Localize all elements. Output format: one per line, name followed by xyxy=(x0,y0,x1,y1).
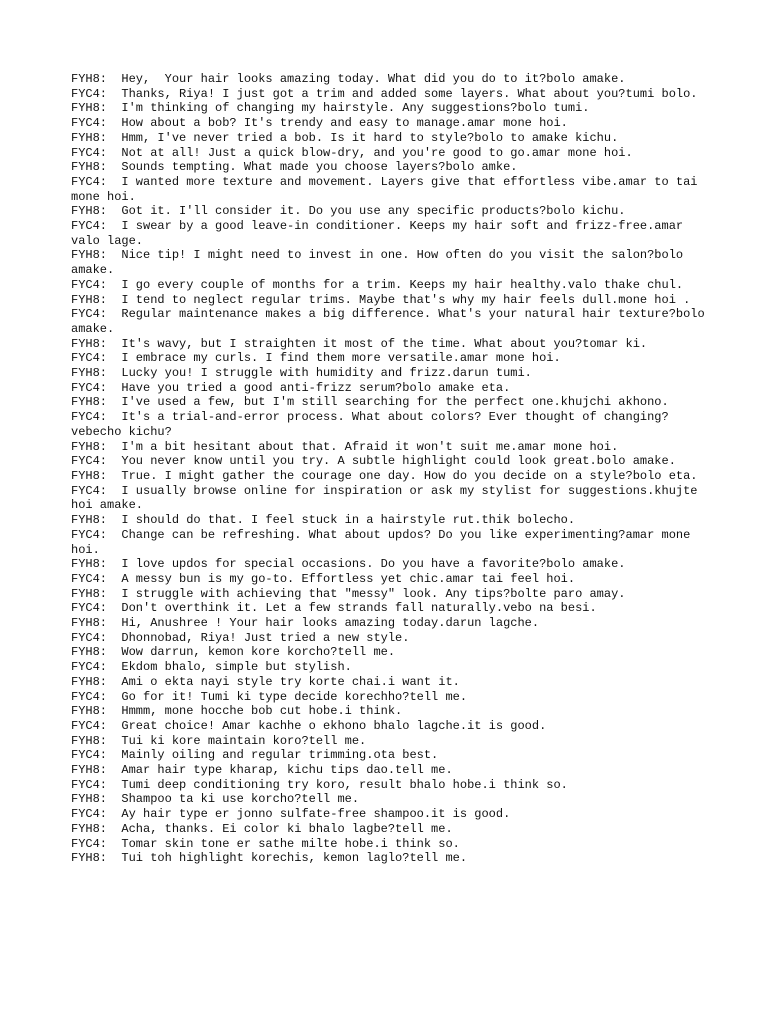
transcript-line: FYC4: Dhonnobad, Riya! Just tried a new style. xyxy=(71,630,410,645)
transcript-line: FYH8: I'm thinking of changing my hairstyle. Any suggestions?bolo tumi. xyxy=(71,101,590,116)
transcript-line: FYH8: Hmmm, mone hocche bob cut hobe.i think. xyxy=(71,704,403,719)
transcript-line: FYH8: Sounds tempting. What made you choose layers?bolo amke. xyxy=(71,160,518,175)
transcript-line: FYC4: Don't overthink it. Let a few strands fall naturally.vebo na besi. xyxy=(71,601,597,616)
transcript-line: FYH8: Acha, thanks. Ei color ki bhalo lagbe?tell me. xyxy=(71,821,453,836)
transcript-line: FYH8: Nice tip! I might need to invest in one. How often do you visit the salon?bolo amake. xyxy=(71,248,691,278)
transcript-line: FYC4: Change can be refreshing. What about updos? Do you like experimenting?amar mone hoi. xyxy=(71,527,698,557)
transcript-line: FYH8: Tui ki kore maintain koro?tell me. xyxy=(71,733,367,748)
transcript-line: FYH8: Ami o ekta nayi style try korte chai.i want it. xyxy=(71,674,460,689)
transcript-line: FYH8: Wow darrun, kemon kore korcho?tell me. xyxy=(71,645,396,660)
transcript-line: FYC4: Regular maintenance makes a big difference. What's your natural hair texture?bolo amake. xyxy=(71,307,712,336)
transcript-line: FYH8: Got it. I'll consider it. Do you use any specific products?bolo kichu. xyxy=(71,204,626,219)
transcript-line: FYC4: I usually browse online for inspiration or ask my stylist for suggestions.khujte hoi amake. xyxy=(71,483,705,513)
transcript-line: FYC4: Ay hair type er jonno sulfate-free shampoo.it is good. xyxy=(71,807,511,822)
transcript-line: FYH8: I'm a bit hesitant about that. Afraid it won't suit me.amar mone hoi. xyxy=(71,439,619,454)
transcript-line: FYC4: I wanted more texture and movement. Layers give that effortless vibe.amar to tai mone hoi. xyxy=(71,174,705,204)
transcript-line: FYC4: Great choice! Amar kachhe o ekhono bhalo lagche.it is good. xyxy=(71,718,547,733)
transcript-line: FYC4: Tomar skin tone er sathe milte hobe.i think so. xyxy=(71,836,460,851)
transcript-line: FYH8: Hmm, I've never tried a bob. Is it hard to style?bolo to amake kichu. xyxy=(71,130,619,145)
transcript-line: FYH8: True. I might gather the courage one day. How do you decide on a style?bolo eta. xyxy=(71,468,698,483)
transcript-line: FYH8: Tui toh highlight korechis, kemon laglo?tell me. xyxy=(71,851,468,866)
transcript-line: FYC4: Thanks, Riya! I just got a trim and added some layers. What about you?tumi bolo. xyxy=(71,86,698,101)
transcript-line: FYH8: I've used a few, but I'm still searching for the perfect one.khujchi akhono. xyxy=(71,395,669,410)
transcript-line: FYH8: I struggle with achieving that "messy" look. Any tips?bolte paro amay. xyxy=(71,586,626,601)
transcript-line: FYC4: How about a bob? It's trendy and easy to manage.amar mone hoi. xyxy=(71,116,568,131)
transcript-line: FYC4: A messy bun is my go-to. Effortless yet chic.amar tai feel hoi. xyxy=(71,571,576,586)
transcript-line: FYC4: Mainly oiling and regular trimming.ota best. xyxy=(71,748,439,763)
transcript-line: FYC4: I go every couple of months for a trim. Keeps my hair healthy.valo thake chul. xyxy=(71,277,684,292)
transcript-line: FYC4: Go for it! Tumi ki type decide korechho?tell me. xyxy=(71,689,468,704)
transcript-line: FYH8: Shampoo ta ki use korcho?tell me. xyxy=(71,792,360,807)
transcript-line: FYC4: Tumi deep conditioning try koro, result bhalo hobe.i think so. xyxy=(71,777,568,792)
transcript-line: FYH8: I love updos for special occasions. Do you have a favorite?bolo amake. xyxy=(71,557,626,572)
transcript-line: FYH8: Hi, Anushree ! Your hair looks amazing today.darun lagche. xyxy=(71,616,540,631)
transcript-line: FYH8: It's wavy, but I straighten it most of the time. What about you?tomar ki. xyxy=(71,336,648,351)
transcript-line: FYH8: Lucky you! I struggle with humidity and frizz.darun tumi. xyxy=(71,366,532,381)
transcript-line: FYC4: It's a trial-and-error process. What about colors? Ever thought of changing?vebecho kichu? xyxy=(71,410,669,439)
transcript-line: FYH8: I should do that. I feel stuck in a hairstyle rut.thik bolecho. xyxy=(71,513,576,528)
chat-transcript xyxy=(71,72,711,866)
transcript-line: FYC4: I swear by a good leave-in conditioner. Keeps my hair soft and frizz-free.amar valo lage. xyxy=(71,219,691,248)
transcript-line: FYC4: Ekdom bhalo, simple but stylish. xyxy=(71,660,352,675)
transcript-line: FYH8: I tend to neglect regular trims. Maybe that's why my hair feels dull.mone hoi . xyxy=(71,292,691,307)
transcript-line: FYC4: Not at all! Just a quick blow-dry, and you're good to go.amar mone hoi. xyxy=(71,145,633,160)
transcript-line: FYC4: Have you tried a good anti-frizz serum?bolo amake eta. xyxy=(71,380,511,395)
transcript-line: FYH8: Hey, Your hair looks amazing today. What did you do to it?bolo amake. xyxy=(71,72,626,86)
transcript-line: FYH8: Amar hair type kharap, kichu tips dao.tell me. xyxy=(71,763,453,778)
transcript-line: FYC4: You never know until you try. A subtle highlight could look great.bolo amake. xyxy=(71,454,676,469)
transcript-line: FYC4: I embrace my curls. I find them more versatile.amar mone hoi. xyxy=(71,351,561,366)
